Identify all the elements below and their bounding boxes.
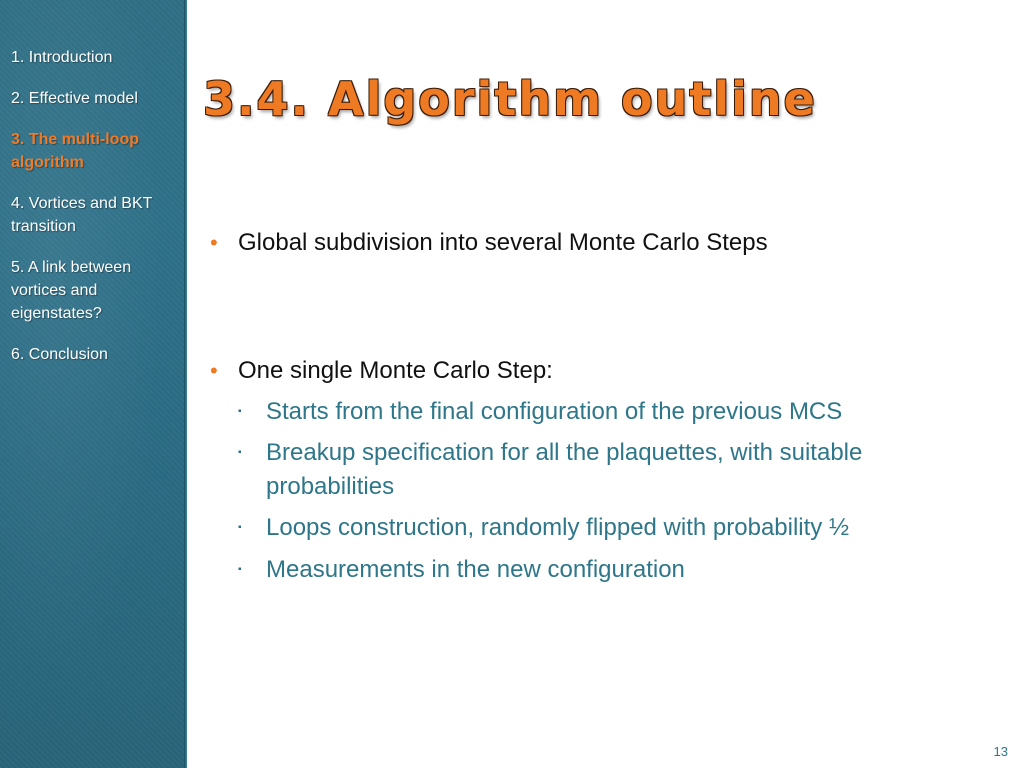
nav-item-effective-model[interactable]: 2. Effective model	[11, 90, 138, 107]
nav-item-introduction[interactable]: 1. Introduction	[11, 49, 113, 66]
sub-bullet-text: Starts from the final configuration of the previous MCS	[266, 398, 843, 425]
section-nav	[11, 46, 179, 384]
sub-bullet-item	[238, 553, 998, 587]
square-bullet-icon: ▪	[238, 522, 242, 533]
sub-bullet-text: Measurements in the new configuration	[266, 556, 685, 583]
sub-bullet-item	[238, 436, 998, 504]
sub-bullet-text: Loops construction, randomly flipped with probability ½	[266, 514, 849, 541]
nav-item-conclusion[interactable]: 6. Conclusion	[11, 346, 108, 363]
square-bullet-icon: ▪	[238, 564, 242, 575]
square-bullet-icon: ▪	[238, 447, 242, 458]
sidebar	[0, 0, 184, 768]
sub-bullet-item	[238, 395, 998, 429]
bullet-item	[210, 357, 553, 385]
nav-item-link-vortices-eigenstates[interactable]: 5. A link between vortices and eigenstates?	[11, 259, 132, 322]
bullet-dot-icon: •	[210, 230, 218, 255]
square-bullet-icon: ▪	[238, 406, 242, 417]
sub-bullet-text: Breakup specification for all the plaquettes, with suitable probabilities	[266, 439, 863, 500]
slide-title: 3.4. Algorithm outline	[203, 72, 817, 126]
sidebar-divider	[184, 0, 187, 768]
bullet-item	[210, 229, 768, 257]
bullet-text: Global subdivision into several Monte Carlo Steps	[238, 229, 768, 256]
page-number: 13	[993, 744, 1008, 759]
bullet-dot-icon: •	[210, 358, 218, 383]
nav-item-multi-loop-algorithm[interactable]: 3. The multi-loop algorithm	[11, 131, 139, 171]
sub-bullet-item	[238, 511, 998, 545]
nav-item-vortices-bkt[interactable]: 4. Vortices and BKT transition	[11, 195, 153, 235]
bullet-text: One single Monte Carlo Step:	[238, 357, 553, 384]
